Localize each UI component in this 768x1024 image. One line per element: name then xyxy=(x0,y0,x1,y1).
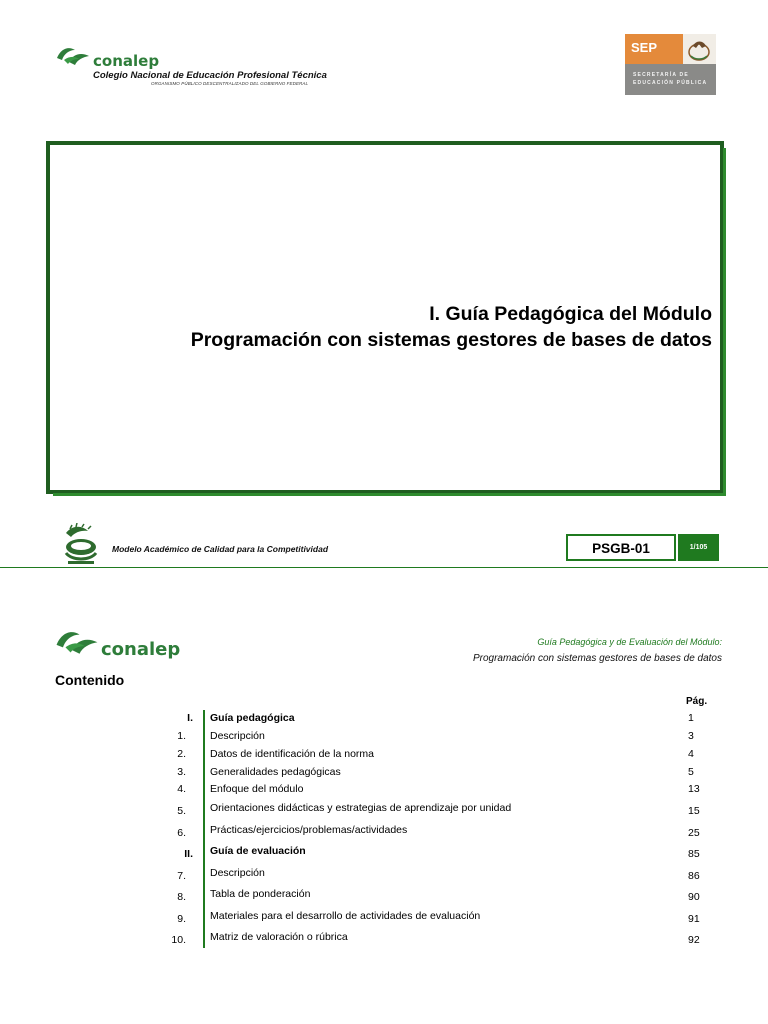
cover-title-line1: I. Guía Pedagógica del Módulo xyxy=(429,303,712,325)
toc-item-page: 4 xyxy=(688,748,694,760)
toc-item-number: 6. xyxy=(177,827,186,839)
toc-divider xyxy=(203,710,205,948)
footer-divider xyxy=(0,567,768,568)
toc-item-label: Materiales para el desarrollo de actividades de evaluación xyxy=(210,910,481,922)
toc-item-number: 7. xyxy=(177,870,186,882)
brand-name: conalep xyxy=(93,52,160,70)
module-header-line1: Guía Pedagógica y de Evaluación del Módulo: xyxy=(537,637,722,647)
toc-item-page: 1 xyxy=(688,712,694,724)
page-number: 1/105 xyxy=(678,534,719,561)
sep-line1: SECRETARÍA DE xyxy=(633,72,689,78)
toc-item-number: II. xyxy=(184,848,193,860)
module-header-line2: Programación con sistemas gestores de bases de datos xyxy=(472,653,722,664)
sep-line2: EDUCACIÓN PÚBLICA xyxy=(633,80,708,86)
toc-item-number: 5. xyxy=(177,805,186,817)
sep-label: SEP xyxy=(631,40,658,55)
toc-item-label: Datos de identificación de la norma xyxy=(210,748,375,760)
brand-name-page2: conalep xyxy=(101,639,181,660)
footer-caption: Modelo Académico de Calidad para la Competitividad xyxy=(112,544,329,554)
cover-title-line2: Programación con sistemas gestores de bases de datos xyxy=(190,329,712,351)
sep-logo xyxy=(625,34,716,95)
toc-item-page: 3 xyxy=(688,730,694,742)
toc-item-page: 91 xyxy=(688,913,700,925)
conalep-leaf-icon xyxy=(54,626,100,656)
toc-item-label: Guía de evaluación xyxy=(210,845,306,857)
eagle-emblem-icon xyxy=(683,34,716,64)
toc-item-page: 85 xyxy=(688,848,700,860)
document-code-box xyxy=(566,534,676,561)
toc-item-number: 3. xyxy=(177,766,186,778)
toc-item-number: 4. xyxy=(177,783,186,795)
toc-item-label: Prácticas/ejercicios/problemas/actividades xyxy=(210,824,408,836)
toc-item-page: 25 xyxy=(688,827,700,839)
toc-page-header: Pág. xyxy=(686,696,708,707)
toc-item-number: 8. xyxy=(177,891,186,903)
toc-item-label: Tabla de ponderación xyxy=(210,888,311,900)
toc-item-number: 10. xyxy=(171,934,186,946)
org-subtitle: ORGANISMO PÚBLICO DESCENTRALIZADO DEL GOBIERNO FEDERAL xyxy=(151,81,309,86)
toc-item-label: Generalidades pedagógicas xyxy=(210,766,341,778)
toc-item-number: 2. xyxy=(177,748,186,760)
cover-title-frame xyxy=(46,141,724,494)
conalep-leaf-icon xyxy=(55,44,91,66)
toc-item-number: I. xyxy=(187,712,193,724)
toc-item-label: Guía pedagógica xyxy=(210,712,295,724)
toc-item-page: 92 xyxy=(688,934,700,946)
toc-item-label: Enfoque del módulo xyxy=(210,783,304,795)
toc-item-page: 5 xyxy=(688,766,694,778)
toc-item-number: 1. xyxy=(177,730,186,742)
toc-item-label: Matriz de valoración o rúbrica xyxy=(210,931,348,943)
toc-item-label: Descripción xyxy=(210,730,265,742)
quality-model-emblem-icon xyxy=(60,523,102,565)
org-name: Colegio Nacional de Educación Profesional Técnica xyxy=(93,70,327,81)
toc-item-page: 86 xyxy=(688,870,700,882)
toc-item-page: 13 xyxy=(688,783,700,795)
toc-item-page: 15 xyxy=(688,805,700,817)
toc-title: Contenido xyxy=(55,672,125,688)
toc-item-page: 90 xyxy=(688,891,700,903)
toc-item-label: Descripción xyxy=(210,867,265,879)
document-code: PSGB-01 xyxy=(592,541,650,556)
toc-item-label: Orientaciones didácticas y estrategias de aprendizaje por unidad xyxy=(210,802,512,814)
toc-item-number: 9. xyxy=(177,913,186,925)
